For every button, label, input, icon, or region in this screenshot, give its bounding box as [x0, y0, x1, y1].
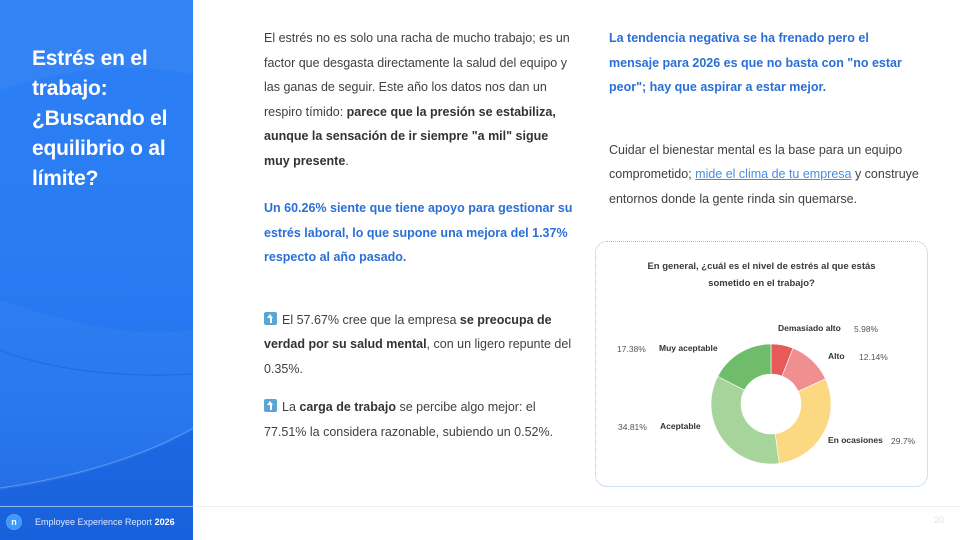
wellbeing-paragraph — [609, 138, 919, 212]
label-en-ocasiones: En ocasiones — [828, 435, 883, 445]
footer-divider-main — [193, 506, 960, 507]
climate-survey-link[interactable]: mide el clima de tu empresa — [695, 167, 852, 181]
stress-donut-chart — [710, 343, 832, 465]
wellbeing-text: Cuidar el bienestar mental es la base para un equipo comprometido; — [609, 142, 903, 181]
intro-text: El estrés no es solo una racha de mucho trabajo; es un factor que desgasta directamente la salud del equipo y las ganas de seguir. Este año los datos nos dan un respiro tímido: — [264, 31, 570, 119]
stat1-text: El 57.67% cree que la empresa — [282, 312, 460, 327]
value-muy-aceptable: 17.38% — [617, 344, 646, 354]
label-demasiado-alto: Demasiado alto — [778, 323, 841, 333]
page-number: 20 — [933, 515, 944, 525]
value-en-ocasiones: 29.7% — [891, 436, 916, 446]
page-title: Estrés en el trabajo: ¿Buscando el equilibrio o al límite? — [32, 47, 168, 190]
intro-bold-text: parece que la presión se estabiliza, aunque la sensación de ir siempre "a mil" sigue muy presente — [264, 104, 556, 168]
stat1-end: , con un ligero repunte del 0.35%. — [264, 337, 572, 376]
stat1-bold: se preocupa de verdad por su salud mental — [264, 312, 552, 351]
up-arrow-icon — [264, 399, 277, 412]
up-arrow-icon — [264, 312, 277, 325]
intro-paragraph — [264, 26, 574, 173]
stat-workload — [264, 395, 574, 444]
value-demasiado-alto: 5.98% — [854, 324, 879, 334]
report-label — [35, 515, 175, 529]
intro-end: . — [345, 153, 349, 168]
middle-column — [264, 26, 574, 444]
label-muy-aceptable: Muy aceptable — [659, 343, 718, 353]
report-year: 2026 — [154, 517, 175, 527]
right-column — [609, 26, 919, 211]
trend-highlight: La tendencia negativa se ha frenado pero el mensaje para 2026 es que no basta con "no estar peor"; hay que aspirar a estar mejor. — [609, 31, 902, 94]
stat2-bold: carga de trabajo — [299, 400, 396, 414]
brand-logo-icon: n — [7, 515, 21, 529]
support-highlight: Un 60.26% siente que tiene apoyo para gestionar su estrés laboral, lo que supone una mejora del 1.37% respecto al año pasado. — [264, 201, 573, 264]
stat2-text: La — [282, 400, 300, 414]
value-alto: 12.14% — [859, 352, 888, 362]
stat2-end: se percibe algo mejor: el 77.51% la considera razonable, subiendo un 0.52%. — [264, 400, 554, 439]
report-name: Employee Experience Report — [35, 517, 153, 527]
label-alto: Alto — [828, 351, 845, 361]
stress-chart-card — [595, 241, 928, 487]
chart-title: En general, ¿cuál es el nivel de estrés al que estás sometido en el trabajo? — [647, 261, 876, 289]
stat-mental-health — [264, 308, 574, 382]
donut-slice-en-ocasiones — [775, 379, 831, 464]
footer-divider — [0, 506, 193, 507]
sidebar-panel — [0, 0, 193, 540]
value-aceptable: 34.81% — [618, 422, 647, 432]
donut-slice-aceptable — [711, 376, 779, 464]
label-aceptable: Aceptable — [660, 421, 701, 431]
wellbeing-end: y construye entornos donde la gente rinda sin quemarse. — [609, 167, 919, 206]
